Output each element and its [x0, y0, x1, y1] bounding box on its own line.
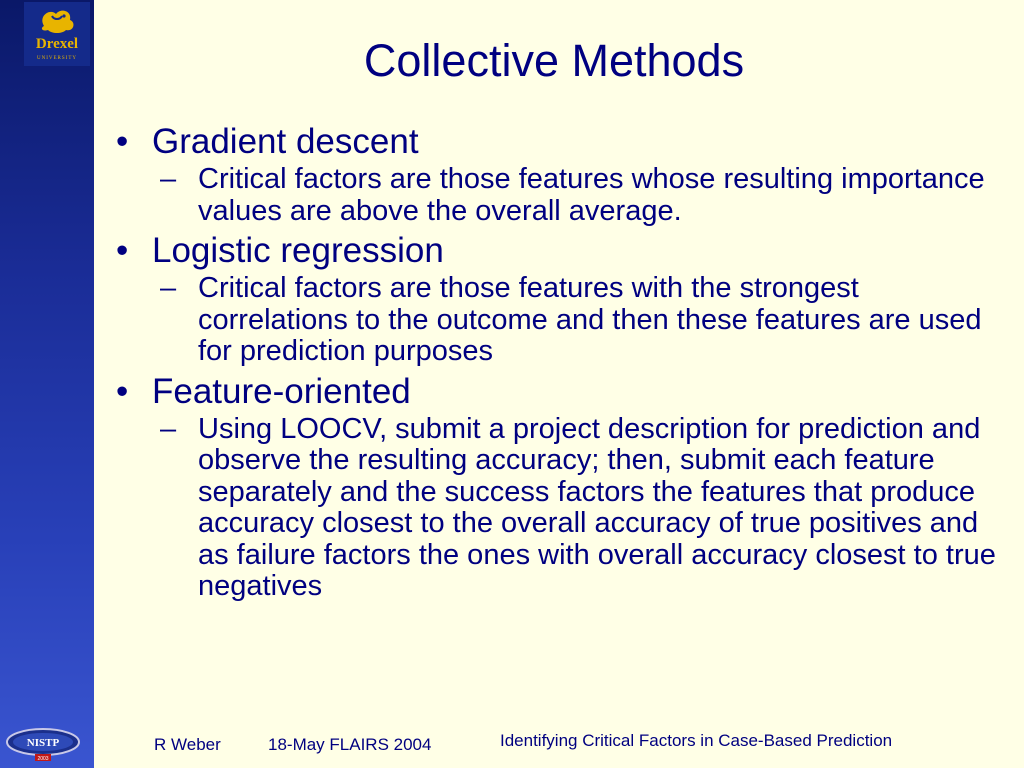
sub-bullet-item — [156, 164, 1010, 227]
badge-label: NISTP — [26, 737, 60, 749]
bullet-marker: • — [116, 122, 129, 161]
nistp-badge — [4, 724, 82, 764]
badge-year: 2003 — [37, 756, 49, 762]
logo-text: Drexel — [35, 36, 79, 52]
left-sidebar — [0, 0, 94, 768]
sub-bullet-text: Critical factors are those features whose resulting importance values are above the overall average. — [198, 163, 985, 227]
footer-date-event: 18-May FLAIRS 2004 — [268, 735, 432, 754]
bullet-item — [110, 231, 1010, 271]
slide-title: Collective Methods — [363, 35, 745, 86]
logo-subtext: UNIVERSITY — [37, 56, 77, 61]
slide-content — [110, 118, 1010, 607]
sub-bullet-item — [156, 414, 1010, 603]
sub-bullet-text: Critical factors are those features with the strongest correlations to the outcome and then these features are used for prediction purposes — [198, 272, 982, 367]
footer-talk-title: Identifying Critical Factors in Case-Based Prediction — [500, 731, 893, 750]
bullet-item — [110, 372, 1010, 412]
bullet-text: Logistic regression — [152, 231, 444, 270]
drexel-logo — [24, 2, 90, 66]
bullet-marker: • — [116, 371, 129, 411]
sub-bullet-marker: – — [160, 163, 177, 195]
bullet-text: Gradient descent — [152, 122, 419, 161]
bullet-text: Feature-oriented — [152, 371, 411, 411]
sub-bullet-marker: – — [160, 272, 177, 304]
sub-bullet-text: Using LOOCV, submit a project description for prediction and observe the resulting accuracy; then, submit each feature separately and the success factors the features that produce accuracy closest to the overall accuracy of true positives and as failure factors the ones with overall accuracy closest to true negatives — [198, 412, 996, 602]
bullet-item — [110, 122, 1010, 162]
sub-bullet-item — [156, 273, 1010, 368]
footer-author: R Weber — [154, 735, 221, 754]
bullet-marker: • — [116, 231, 129, 270]
sub-bullet-marker: – — [160, 412, 177, 445]
